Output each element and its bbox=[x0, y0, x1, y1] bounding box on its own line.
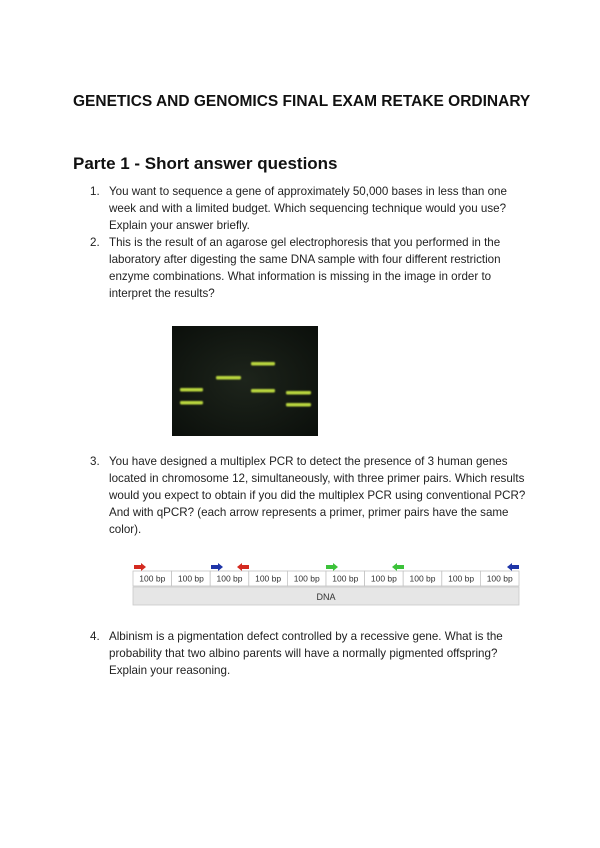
question-4 bbox=[90, 628, 530, 679]
section-heading: Parte 1 - Short answer questions bbox=[73, 154, 338, 173]
question-text: This is the result of an agarose gel electrophoresis that you performed in the laboratory after digesting the same DNA sample with four different restriction enzyme combinations. What information is missing in the image in order to interpret the results? bbox=[109, 236, 501, 300]
gel-band bbox=[216, 376, 241, 380]
dna-segment-label: 100 bp bbox=[255, 573, 282, 584]
gel-band bbox=[251, 362, 275, 366]
question-number: 2. bbox=[90, 236, 100, 249]
gel-band bbox=[251, 389, 275, 393]
dna-segment-label: 100 bp bbox=[370, 573, 397, 584]
gel-band bbox=[180, 401, 203, 405]
primer-arrow-blue-forward bbox=[211, 563, 223, 571]
dna-segment-label: 100 bp bbox=[293, 573, 320, 584]
gel-background bbox=[172, 326, 318, 436]
question-1 bbox=[90, 183, 530, 234]
dna-segment-label: 100 bp bbox=[177, 573, 204, 584]
gel-band bbox=[286, 403, 311, 407]
dna-segment-label: 100 bp bbox=[448, 573, 475, 584]
exam-title: GENETICS AND GENOMICS FINAL EXAM RETAKE ORDINARY bbox=[73, 93, 531, 110]
gel-band bbox=[286, 391, 311, 395]
primer-arrow-red-forward bbox=[134, 563, 146, 571]
primer-arrow-blue-reverse bbox=[507, 563, 519, 571]
dna-segment-label: 100 bp bbox=[409, 573, 436, 584]
question-3 bbox=[90, 453, 530, 538]
dna-segment-label: 100 bp bbox=[486, 573, 513, 584]
primer-arrow-red-reverse bbox=[237, 563, 249, 571]
gel-electrophoresis-image bbox=[172, 326, 318, 436]
question-number: 3. bbox=[90, 455, 100, 468]
primer-arrow-green-reverse bbox=[392, 563, 404, 571]
primer-arrow-green-forward bbox=[326, 563, 338, 571]
dna-segment-label: 100 bp bbox=[216, 573, 243, 584]
dna-primer-diagram bbox=[131, 559, 521, 607]
dna-segment-label: 100 bp bbox=[332, 573, 359, 584]
dna-segment-label: 100 bp bbox=[139, 573, 166, 584]
dna-strand-label: DNA bbox=[316, 592, 336, 602]
question-text: Albinism is a pigmentation defect controlled by a recessive gene. What is the probability that two albino parents will have a normally pigmented offspring? Explain your reasoning. bbox=[109, 630, 503, 677]
question-text: You have designed a multiplex PCR to detect the presence of 3 human genes located in chromosome 12, simultaneously, with three primer pairs. Which results would you expect to obtain if you did the multiplex PCR using conventional PCR? And with qPCR? (each arrow represents a primer, primer pairs have the same color). bbox=[109, 455, 526, 536]
question-text: You want to sequence a gene of approximately 50,000 bases in less than one week and with a limited budget. Which sequencing technique would you use? Explain your answer briefly. bbox=[109, 185, 507, 232]
gel-band bbox=[180, 388, 203, 392]
question-number: 4. bbox=[90, 630, 100, 643]
question-number: 1. bbox=[90, 185, 100, 198]
question-2 bbox=[90, 234, 530, 302]
